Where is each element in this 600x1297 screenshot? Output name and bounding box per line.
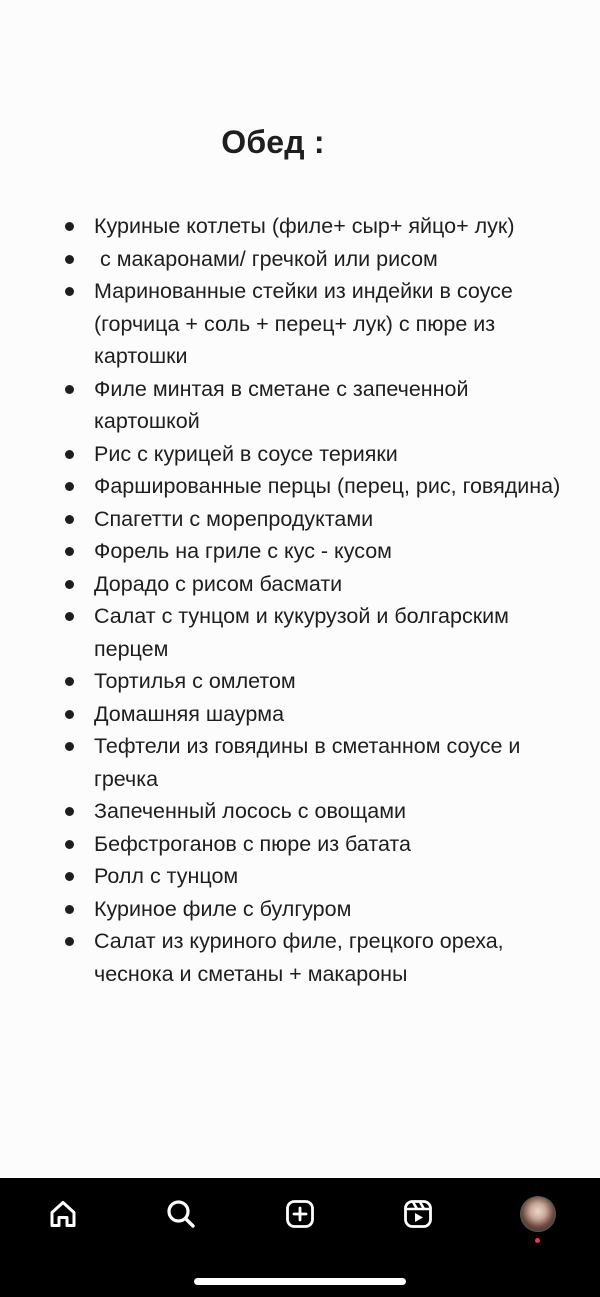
list-item <box>62 730 562 795</box>
bottom-nav-bar <box>0 1178 600 1297</box>
list-item <box>62 795 562 828</box>
bullet-icon <box>65 677 74 686</box>
menu-list <box>62 210 562 990</box>
reels-button[interactable] <box>390 1192 446 1236</box>
list-item <box>62 698 562 731</box>
list-item-text: Ролл с тунцом <box>94 864 239 888</box>
plus-square-icon <box>284 1198 316 1230</box>
home-indicator <box>194 1278 406 1285</box>
bullet-icon <box>65 515 74 524</box>
avatar <box>520 1196 556 1232</box>
list-item-text: Салат из куриного филе, грецкого ореха, чеснока и сметаны + макароны <box>94 929 504 986</box>
home-icon <box>47 1198 79 1230</box>
list-item <box>62 438 562 471</box>
list-item-text: Бефстроганов с пюре из батата <box>94 831 411 856</box>
list-item-text: Куриные котлеты (филе+ сыр+ яйцо+ лук) <box>94 214 515 238</box>
bullet-icon <box>65 872 74 881</box>
create-post-button[interactable] <box>272 1192 328 1236</box>
list-item-text: с макаронами/ гречкой или рисом <box>94 246 438 271</box>
bullet-icon <box>65 222 74 231</box>
search-icon <box>165 1198 197 1230</box>
list-item <box>62 535 562 568</box>
list-item-text: Филе минтая в сметане с запеченной картошкой <box>94 376 469 433</box>
profile-button[interactable] <box>510 1192 566 1236</box>
list-item <box>62 243 562 276</box>
bullet-icon <box>65 287 74 296</box>
list-item <box>62 600 562 665</box>
bullet-icon <box>65 937 74 946</box>
list-item <box>62 568 562 601</box>
list-item-text: Фаршированные перцы (перец, рис, говядина) <box>94 474 561 498</box>
list-item <box>62 925 562 990</box>
list-item <box>62 665 562 698</box>
bullet-icon <box>65 742 74 751</box>
list-item-text: Дорадо с рисом басмати <box>94 571 343 596</box>
list-item <box>62 893 562 926</box>
list-item-text: Домашняя шаурма <box>94 701 285 726</box>
bullet-icon <box>65 807 74 816</box>
list-item <box>62 503 562 536</box>
reels-icon <box>402 1198 434 1230</box>
bullet-icon <box>65 547 74 556</box>
list-item-text: Тефтели из говядины в сметанном соусе и гречка <box>94 734 521 791</box>
list-item-text: Форель на гриле с кус - кусом <box>94 539 392 563</box>
bullet-icon <box>65 385 74 394</box>
bullet-icon <box>65 840 74 849</box>
bullet-icon <box>65 580 74 589</box>
bullet-icon <box>65 612 74 621</box>
list-item <box>62 860 562 893</box>
list-item <box>62 210 562 243</box>
list-item <box>62 373 562 438</box>
list-item-text: Куриное филе с булгуром <box>94 896 352 921</box>
list-item-text: Спагетти с морепродуктами <box>94 506 374 531</box>
bullet-icon <box>65 905 74 914</box>
bullet-icon <box>65 450 74 459</box>
bullet-icon <box>65 482 74 491</box>
list-item-text: Запеченный лосось с овощами <box>94 799 407 823</box>
bullet-icon <box>65 710 74 719</box>
list-item <box>62 275 562 373</box>
home-button[interactable] <box>35 1192 91 1236</box>
list-item-text: Рис с курицей в соусе терияки <box>94 441 398 466</box>
bullet-icon <box>65 255 74 264</box>
search-button[interactable] <box>153 1192 209 1236</box>
page-title: Обед : <box>221 124 325 160</box>
list-item-text: Маринованные стейки из индейки в соусе (горчица + соль + перец+ лук) с пюре из картошки <box>94 279 513 368</box>
list-item <box>62 470 562 503</box>
notification-dot <box>535 1238 540 1243</box>
list-item-text: Салат с тунцом и кукурузой и болгарским перцем <box>94 604 509 661</box>
list-item <box>62 828 562 861</box>
list-item-text: Тортилья с омлетом <box>94 669 296 693</box>
